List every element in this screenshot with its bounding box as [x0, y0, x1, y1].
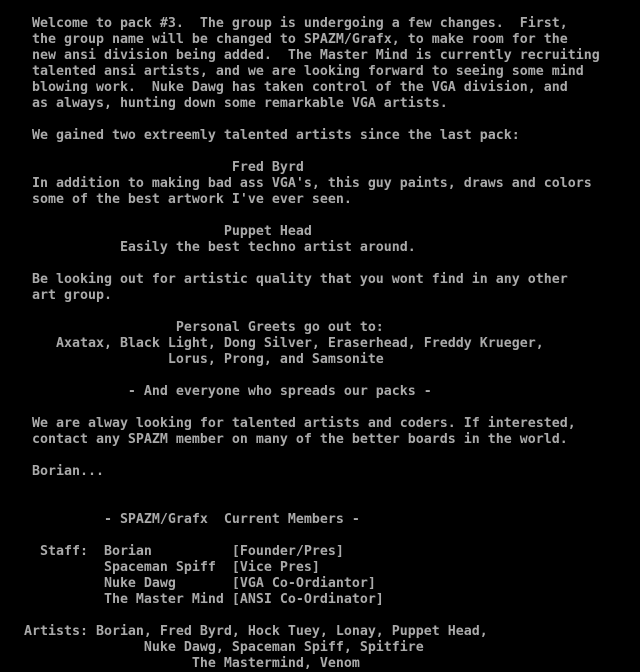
terminal-line: Easily the best techno artist around.: [0, 240, 416, 255]
terminal-line: [0, 304, 640, 320]
terminal-line: the group name will be changed to SPAZM/Grafx, to make room for the: [0, 32, 568, 47]
terminal-line: [0, 0, 640, 16]
terminal-line: Artists: Borian, Fred Byrd, Hock Tuey, Lonay, Puppet Head,: [0, 624, 488, 639]
terminal-line: The Master Mind [ANSI Co-Ordinator]: [0, 592, 384, 607]
terminal-line: - SPAZM/Grafx Current Members -: [0, 512, 360, 527]
terminal-line: Fred Byrd: [0, 160, 304, 175]
terminal-line: - And everyone who spreads our packs -: [0, 384, 432, 399]
terminal-line: [0, 528, 640, 544]
terminal-line: blowing work. Nuke Dawg has taken control of the VGA division, and: [0, 80, 568, 95]
terminal-line: Lorus, Prong, and Samsonite: [0, 352, 384, 367]
terminal-line: Nuke Dawg [VGA Co-Ordiantor]: [0, 576, 376, 591]
terminal-line: We gained two extreemly talented artists since the last pack:: [0, 128, 520, 143]
terminal-line: [0, 400, 640, 416]
terminal-line: Axatax, Black Light, Dong Silver, Eraserhead, Freddy Krueger,: [0, 336, 544, 351]
terminal-line: art group.: [0, 288, 112, 303]
terminal-line: In addition to making bad ass VGA's, this guy paints, draws and colors: [0, 176, 592, 191]
terminal-line: Staff: Borian [Founder/Pres]: [0, 544, 344, 559]
terminal-line: Personal Greets go out to:: [0, 320, 384, 335]
terminal-line: contact any SPAZM member on many of the better boards in the world.: [0, 432, 568, 447]
terminal-line: new ansi division being added. The Master Mind is currently recruiting: [0, 48, 600, 63]
terminal-line: [0, 112, 640, 128]
terminal-line: [0, 256, 640, 272]
terminal-line: [0, 480, 640, 496]
terminal-line: [0, 496, 640, 512]
terminal-line: Puppet Head: [0, 224, 312, 239]
terminal-line: We are alway looking for talented artists and coders. If interested,: [0, 416, 576, 431]
terminal-line: [0, 368, 640, 384]
terminal-line: some of the best artwork I've ever seen.: [0, 192, 352, 207]
terminal-line: talented ansi artists, and we are looking forward to seeing some mind: [0, 64, 584, 79]
terminal-line: [0, 608, 640, 624]
terminal-line: [0, 208, 640, 224]
terminal-line: [0, 144, 640, 160]
terminal-line: Spaceman Spiff [Vice Pres]: [0, 560, 320, 575]
terminal-line: Be looking out for artistic quality that you wont find in any other: [0, 272, 568, 287]
terminal-line: [0, 448, 640, 464]
terminal-line: Nuke Dawg, Spaceman Spiff, Spitfire: [0, 640, 424, 655]
terminal-line: Borian...: [0, 464, 104, 479]
terminal-line: Welcome to pack #3. The group is undergoing a few changes. First,: [0, 16, 568, 31]
terminal-line: as always, hunting down some remarkable VGA artists.: [0, 96, 448, 111]
terminal-line: The Mastermind, Venom: [0, 656, 360, 671]
